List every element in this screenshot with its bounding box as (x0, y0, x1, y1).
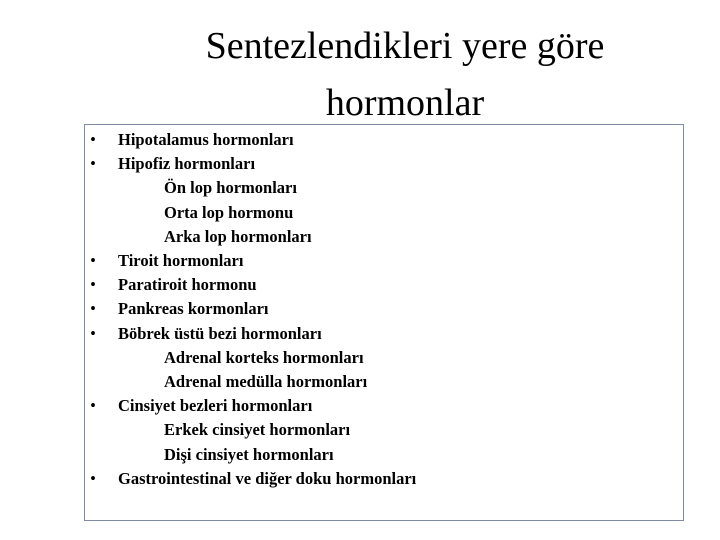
sub-list-item (85, 225, 416, 249)
list-item-text: Tiroit hormonları (118, 251, 244, 271)
bullet-icon: • (90, 323, 96, 343)
list-item (85, 322, 416, 346)
list-item-text: Böbrek üstü bezi hormonları (118, 323, 322, 343)
sub-list-item (85, 443, 416, 467)
list-item-text: Hipofiz hormonları (118, 154, 256, 174)
list-item (85, 297, 416, 321)
sub-list-item-text: Arka lop hormonları (164, 226, 312, 246)
list-item (85, 249, 416, 273)
bullet-icon: • (90, 396, 96, 416)
list-item-text: Paratiroit hormonu (118, 275, 257, 295)
bullet-icon: • (90, 251, 96, 271)
list-item-text: Hipotalamus hormonları (118, 130, 294, 149)
bullet-icon: • (90, 154, 96, 174)
bullet-icon: • (90, 468, 96, 488)
bullet-list (85, 128, 416, 491)
sub-list-item (85, 418, 416, 442)
list-item-text: Cinsiyet bezleri hormonları (118, 396, 313, 416)
sub-list-item (85, 201, 416, 225)
bullet-icon: • (90, 299, 96, 319)
sub-list-item-text: Adrenal medülla hormonları (164, 372, 368, 392)
sub-list-item-text: Orta lop hormonu (164, 202, 294, 222)
sub-list-item (85, 176, 416, 200)
slide-title (100, 18, 710, 132)
bullet-icon: • (90, 275, 96, 295)
list-item (85, 394, 416, 418)
list-item (85, 467, 416, 491)
sub-list-item (85, 370, 416, 394)
list-item-text: Gastrointestinal ve diğer doku hormonları (118, 468, 417, 488)
sub-list-item-text: Ön lop hormonları (164, 178, 297, 198)
bullet-icon: • (90, 130, 96, 149)
list-item (85, 128, 416, 152)
sub-list-item-text: Erkek cinsiyet hormonları (164, 420, 351, 440)
sub-list-item-text: Adrenal korteks hormonları (164, 347, 364, 367)
sub-list-item-text: Dişi cinsiyet hormonları (164, 444, 334, 464)
list-item-text: Pankreas kormonları (118, 299, 269, 319)
slide-title-line-1: Sentezlendikleri yere göre (205, 25, 605, 67)
list-item (85, 152, 416, 176)
list-item (85, 273, 416, 297)
sub-list-item (85, 346, 416, 370)
content-box (84, 124, 684, 521)
slide-title-line-2: hormonlar (325, 82, 485, 124)
